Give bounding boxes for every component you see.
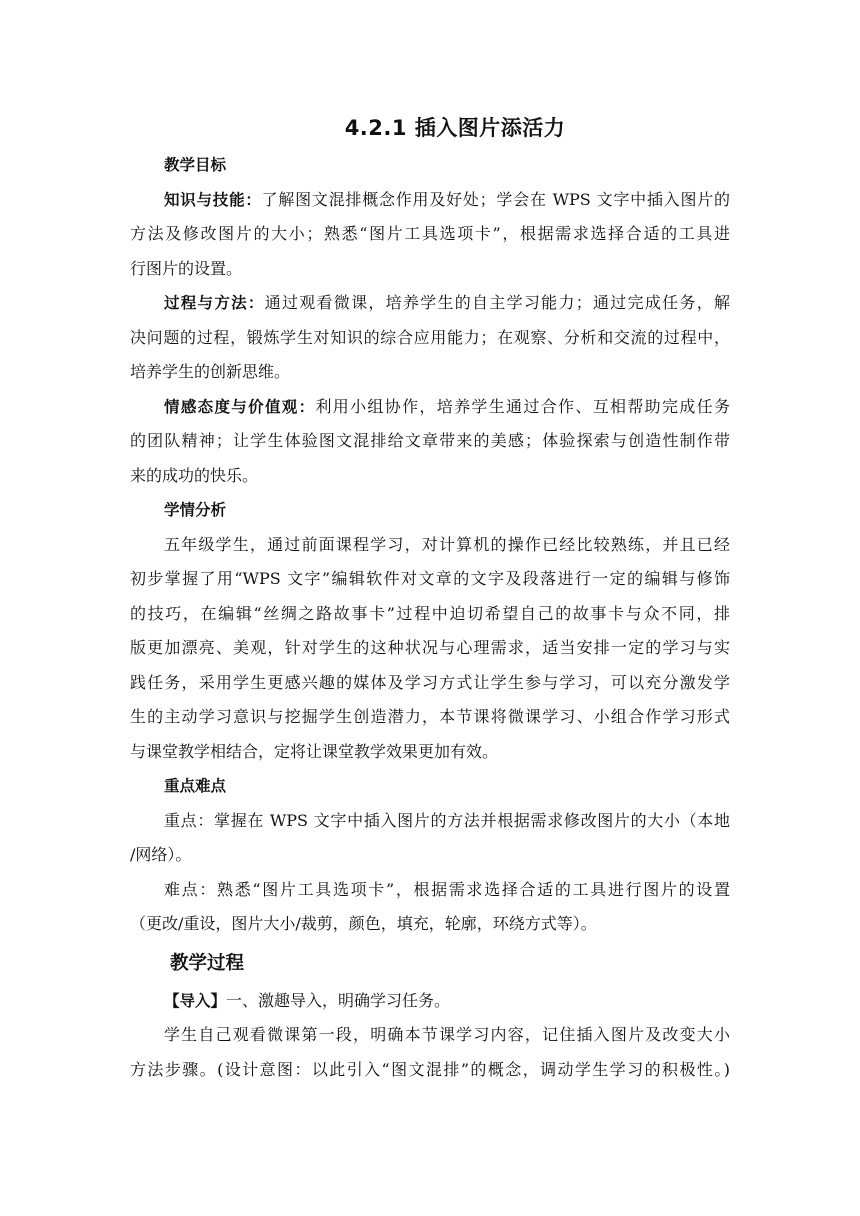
analysis-line: 生的主动学习意识与挖掘学生创造潜力，本节课将微课学习、小组合作学习形式 [130, 707, 730, 726]
knowledge-line-3: 行图片的设置。 [130, 258, 243, 278]
process-line-2: 决问题的过程，锻炼学生对知识的综合应用能力；在观察、分析和交流的过程中， [130, 327, 730, 347]
document-title: 4.2.1 插入图片添活力 [344, 116, 566, 140]
difficult-point-line-1: 难点：熟悉“图片工具选项卡”，根据需求选择合适的工具进行图片的设置 [164, 879, 730, 899]
attitude-line-1 [130, 390, 730, 425]
analysis-heading: 学情分析 [164, 501, 227, 519]
analysis-line: 初步掌握了用“WPS 文字”编辑软件对文章的文字及段落进行一定的编辑与修饰 [130, 569, 730, 588]
objectives-heading: 教学目标 [164, 156, 227, 174]
process-line-1 [130, 286, 730, 321]
document-body [130, 148, 730, 1087]
knowledge-text-1: 了解图文混排概念作用及好处；学会在 WPS 文字中插入图片的 [261, 189, 730, 209]
analysis-line: 版更加漂亮、美观，针对学生的这种状况与心理需求，适当安排一定的学习与实 [130, 638, 730, 657]
intro-line [130, 984, 730, 1019]
knowledge-label: 知识与技能： [164, 190, 262, 209]
process-paragraph-line-1: 学生自己观看微课第一段，明确本节课学习内容，记住插入图片及改变大小 [164, 1025, 730, 1044]
knowledge-line-1 [130, 183, 730, 218]
analysis-line: 五年级学生，通过前面课程学习，对计算机的操作已经比较熟练，并且已经 [164, 534, 730, 554]
attitude-line-3: 来的成功的快乐。 [130, 465, 259, 485]
attitude-text-1: 利用小组协作，培养学生通过合作、互相帮助完成任务 [315, 396, 730, 416]
process-line-3: 培养学生的创新思维。 [130, 362, 291, 381]
knowledge-line-2: 方法及修改图片的大小；熟悉“图片工具选项卡”，根据需求选择合适的工具进 [130, 224, 730, 243]
attitude-label: 情感态度与价值观： [164, 397, 316, 416]
process-text-1: 通过观看微课，培养学生的自主学习能力；通过完成任务，解 [264, 293, 730, 312]
process-label: 过程与方法： [164, 294, 265, 312]
key-point-line-2: /网络）。 [130, 845, 192, 864]
key-points-heading: 重点难点 [164, 777, 227, 795]
key-point-line-1: 重点：掌握在 WPS 文字中插入图片的方法并根据需求修改图片的大小（本地 [164, 810, 730, 830]
intro-text: 一、激趣导入，明确学习任务。 [226, 990, 451, 1010]
analysis-line: 的技巧，在编辑“丝绸之路故事卡”过程中迫切希望自己的故事卡与众不同，排 [130, 603, 730, 623]
analysis-line: 与课堂教学相结合，定将让课堂教学效果更加有效。 [130, 741, 499, 761]
analysis-line: 践任务，采用学生更感兴趣的媒体及学习方式让学生参与学习，可以充分激发学 [130, 672, 730, 692]
difficult-point-line-2: （更改/重设，图片大小/裁剪，颜色，填充，轮廓，环绕方式等）。 [130, 914, 597, 933]
process-paragraph-line-2: 方法步骤。(设计意图：以此引入“图文混排”的概念，调动学生学习的积极性。) [130, 1059, 730, 1079]
attitude-line-2: 的团队精神；让学生体验图文混排给文章带来的美感；体验探索与创造性制作带 [130, 431, 730, 450]
teaching-process-heading: 教学过程 [170, 952, 245, 974]
intro-label: 【导入】 [164, 991, 227, 1010]
